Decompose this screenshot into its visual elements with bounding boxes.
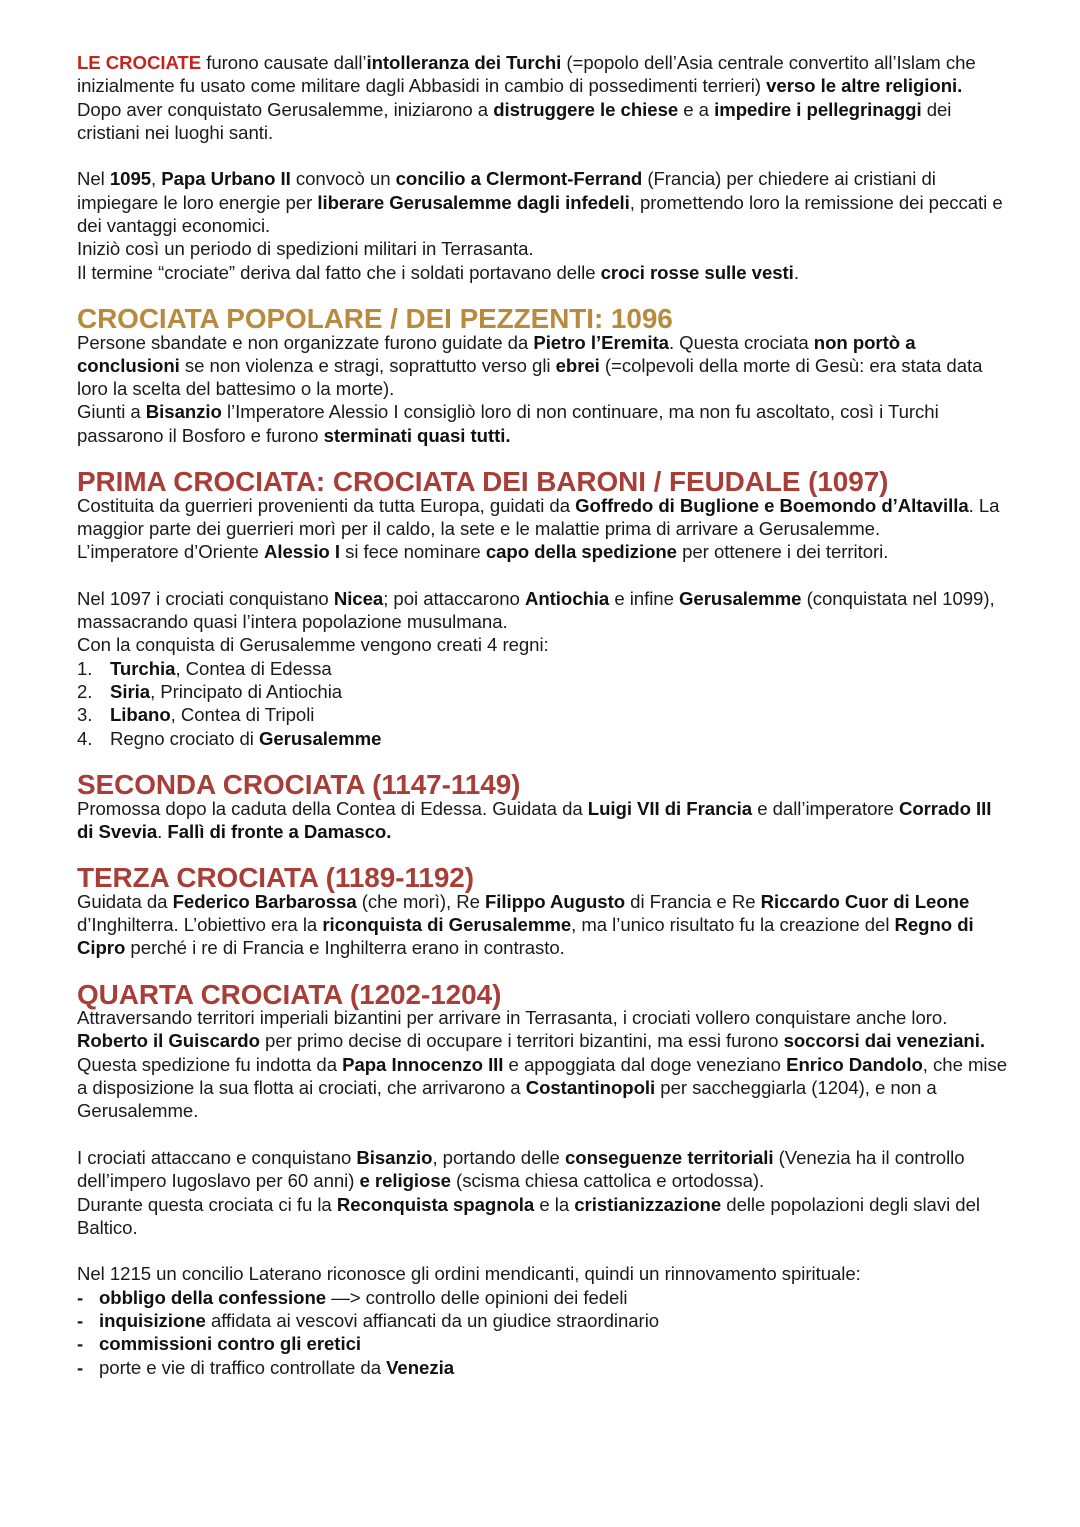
text-run: —> controllo delle opinioni dei fedeli — [326, 1286, 628, 1308]
list-marker: - — [77, 1286, 84, 1308]
section-heading: SECONDA CROCIATA (1147-1149) — [77, 769, 521, 801]
prima-section — [77, 466, 1012, 750]
bold-text: Reconquista spagnola — [336, 1193, 535, 1215]
laterano-section — [77, 1262, 1012, 1378]
text-run: Guidata da — [77, 890, 173, 912]
urbano-section — [77, 167, 1012, 283]
bold-text: liberare Gerusalemme dagli infedeli — [317, 191, 630, 213]
text-run: I crociati attaccano e conquistano — [77, 1146, 357, 1168]
text-run: l’Imperatore Alessio I consigliò loro di non continuare, ma non fu ascoltato, così i Turchi passarono il Bosforo e furono — [77, 401, 939, 446]
bold-text: 1095 — [109, 168, 152, 190]
laterano-paragraph — [77, 1262, 1012, 1285]
intro-paragraph — [77, 51, 1012, 98]
text-run: Questa spedizione fu indotta da — [77, 1053, 343, 1075]
bold-text: Antiochia — [524, 587, 610, 609]
text-run: , portando delle — [432, 1146, 565, 1168]
text-run: affidata ai vescovi affiancati da un giudice straordinario — [205, 1310, 660, 1332]
text-run: . — [793, 261, 799, 283]
bold-text: impedire i pellegrinaggi — [714, 98, 922, 120]
text-run: , Contea di Tripoli — [170, 704, 315, 726]
text-run: convocò un — [290, 168, 396, 190]
quarta-paragraph — [77, 1006, 1012, 1053]
section-heading: CROCIATA POPOLARE / DEI PEZZENTI: 1096 — [77, 303, 673, 335]
urbano-paragraph — [77, 261, 1012, 284]
list-item — [77, 1286, 1012, 1309]
popolare-paragraph — [77, 331, 1012, 401]
bold-text: Filippo Augusto — [485, 890, 626, 912]
bold-text: Nicea — [333, 587, 384, 609]
text-run: , ma l’unico risultato fu la creazione del — [571, 913, 895, 935]
text-run: per saccheggiarla (1204), e non a Gerusalemme. — [77, 1077, 937, 1122]
text-run: (=colpevoli della morte di Gesù: era stata data loro la scelta del battesimo o la morte). — [77, 354, 983, 400]
text-run: , Principato di Antiochia — [150, 681, 343, 703]
text-run: Con la conquista di Gerusalemme vengono creati 4 regni: — [77, 634, 549, 656]
list-item — [77, 1309, 1012, 1332]
text-run: (che morì), Re — [356, 890, 485, 912]
text-run: . — [157, 820, 168, 842]
list-marker: - — [77, 1310, 84, 1332]
list-item — [77, 703, 1012, 726]
text-run: per ottenere i dei territori. — [676, 541, 889, 563]
text-run: si fece nominare — [339, 541, 486, 563]
bold-text: verso le altre religioni. — [766, 75, 963, 97]
prima-paragraph — [77, 494, 1012, 541]
bold-text: Pietro l’Eremita — [533, 331, 669, 353]
text-run: Nel — [77, 168, 110, 190]
text-run: , — [151, 168, 162, 190]
bold-text: Corrado III di Svevia — [77, 797, 992, 842]
text-run: se non violenza e stragi, soprattutto verso gli — [179, 354, 556, 376]
bold-text: Goffredo di Buglione e Boemondo d’Altavilla — [575, 494, 969, 516]
text-run: Nel 1097 i crociati conquistano — [77, 587, 334, 609]
intro-section — [77, 51, 1012, 144]
text-run: L’imperatore d’Oriente — [77, 541, 264, 563]
urbano-paragraph — [77, 237, 1012, 260]
bold-text: Bisanzio — [145, 401, 222, 423]
list-item — [77, 657, 1012, 680]
bold-text: Fallì di fronte a Damasco. — [167, 820, 392, 842]
bold-text: Luigi VII di Francia — [587, 797, 753, 819]
text-run: delle popolazioni degli slavi del Baltico. — [77, 1193, 980, 1238]
text-run: . Questa crociata — [668, 331, 814, 353]
list-item — [77, 680, 1012, 703]
bold-text: Gerusalemme — [258, 727, 382, 749]
text-run: Iniziò così un periodo di spedizioni militari in Terrasanta. — [77, 238, 534, 260]
bold-text: Enrico Dandolo — [786, 1053, 923, 1075]
seconda-section — [77, 769, 1012, 843]
bold-text: Roberto il Guiscardo — [77, 1030, 260, 1052]
bold-text: Regno di Cipro — [77, 913, 974, 959]
bold-text: riconquista di Gerusalemme — [322, 913, 572, 935]
bold-text: concilio a Clermont-Ferrand — [395, 168, 643, 190]
quarta-section — [77, 978, 1012, 1239]
bold-text: commissioni contro gli eretici — [99, 1333, 361, 1355]
text-run: (scisma chiesa cattolica e ortodossa). — [450, 1170, 765, 1192]
text-run: Regno crociato di — [110, 727, 259, 749]
bold-text: Federico Barbarossa — [172, 890, 357, 912]
text-run: (Francia) per chiedere ai cristiani di impiegare le loro energie per — [77, 168, 936, 213]
text-run: per primo decise di occupare i territori bizantini, ma essi furono — [259, 1030, 784, 1052]
bold-text: inquisizione — [99, 1310, 206, 1332]
seconda-paragraph — [77, 797, 1012, 844]
document-title: LE CROCIATE — [77, 52, 202, 73]
document-page — [77, 51, 1012, 1379]
bold-text: croci rosse sulle vesti — [600, 261, 794, 283]
text-run: furono causate dall’ — [201, 52, 367, 73]
popolare-paragraph — [77, 400, 1012, 447]
bold-text: soccorsi dai veneziani. — [783, 1030, 985, 1052]
prima-paragraph — [77, 587, 1012, 634]
bold-text: Gerusalemme — [679, 587, 802, 609]
bold-text: Alessio I — [263, 541, 340, 563]
bold-text: e religiose — [359, 1170, 451, 1192]
bold-text: distruggere le chiese — [493, 98, 679, 120]
bold-text: intolleranza dei Turchi — [366, 52, 562, 73]
bold-text: Papa Innocenzo III — [342, 1053, 504, 1075]
section-heading: QUARTA CROCIATA (1202-1204) — [77, 978, 502, 1010]
bold-text: Siria — [110, 681, 151, 703]
bold-text: Papa Urbano II — [161, 168, 291, 190]
text-run: dei cristiani nei luoghi santi. — [77, 98, 952, 143]
text-run: Durante questa crociata ci fu la — [77, 1193, 337, 1215]
spacer — [77, 1239, 1012, 1262]
text-run: . La maggior parte dei guerrieri morì per il caldo, la sete e le malattie prima di arrivare a Gerusalemme. — [77, 494, 1000, 539]
text-run: Promossa dopo la caduta della Contea di Edessa. Guidata da — [77, 797, 588, 819]
quarta-paragraph — [77, 1193, 1012, 1240]
laterano-list — [77, 1286, 1012, 1379]
text-run: Nel 1215 un concilio Laterano riconosce gli ordini mendicanti, quindi un rinnovamento spirituale: — [77, 1263, 861, 1285]
bold-text: Venezia — [386, 1356, 454, 1378]
text-run: Dopo aver conquistato Gerusalemme, iniziarono a — [77, 98, 494, 120]
text-run: Il termine “crociate” deriva dal fatto che i soldati portavano delle — [77, 261, 601, 283]
text-run: e infine — [609, 587, 679, 609]
text-run: e la — [534, 1193, 575, 1215]
list-marker: 1. — [77, 657, 93, 679]
spacer — [77, 564, 1012, 587]
text-run: perché i re di Francia e Inghilterra erano in contrasto. — [125, 937, 565, 959]
text-run: ; poi attaccarono — [383, 587, 525, 609]
list-item — [77, 1356, 1012, 1379]
list-item — [77, 727, 1012, 750]
text-run: e appoggiata dal doge veneziano — [503, 1053, 787, 1075]
bold-text: capo della spedizione — [485, 541, 677, 563]
text-run: e dall’imperatore — [752, 797, 899, 819]
text-run: porte e vie di traffico controllate da — [99, 1356, 387, 1378]
regni-list — [77, 657, 1012, 750]
list-marker: 2. — [77, 681, 93, 703]
list-marker: 4. — [77, 727, 93, 749]
text-run: d’Inghilterra. L’obiettivo era la — [77, 913, 323, 935]
terza-section — [77, 862, 1012, 959]
text-run: Persone sbandate e non organizzate furono guidate da — [77, 331, 534, 353]
text-run: (Venezia ha il controllo dell’impero Iugoslavo per 60 anni) — [77, 1146, 965, 1192]
text-run: , che mise a disposizione la sua flotta ai crociati, che arrivarono a — [77, 1053, 1008, 1099]
bold-text: Costantinopoli — [525, 1077, 656, 1099]
bold-text: ebrei — [555, 354, 600, 376]
bold-text: obbligo della confessione — [99, 1286, 327, 1308]
quarta-paragraph — [77, 1053, 1012, 1123]
text-run: e a — [678, 98, 715, 120]
list-marker: - — [77, 1333, 84, 1355]
urbano-paragraph — [77, 167, 1012, 237]
section-heading: TERZA CROCIATA (1189-1192) — [77, 862, 475, 894]
text-run: (=popolo dell’Asia centrale convertito all’Islam che inizialmente fu usato come militare dagli Abbasidi in cambio di possedimenti terrieri) — [77, 52, 976, 97]
prima-paragraph — [77, 633, 1012, 656]
popolare-section — [77, 303, 1012, 447]
text-run: di Francia e Re — [625, 890, 761, 912]
quarta-paragraph — [77, 1146, 1012, 1193]
bold-text: Bisanzio — [356, 1146, 433, 1168]
intro-paragraph — [77, 98, 1012, 145]
text-run: (conquistata nel 1099), massacrando quasi l’intera popolazione musulmana. — [77, 587, 995, 633]
text-run: Giunti a — [77, 401, 146, 423]
bold-text: conseguenze territoriali — [564, 1146, 774, 1168]
text-run: , promettendo loro la remissione dei peccati e dei vantaggi economici. — [77, 191, 1003, 237]
list-item — [77, 1332, 1012, 1355]
bold-text: cristianizzazione — [574, 1193, 722, 1215]
spacer — [77, 1123, 1012, 1146]
text-run: Attraversando territori imperiali bizantini per arrivare in Terrasanta, i crociati vollero conquistare anche loro. — [77, 1007, 948, 1029]
bold-text: Turchia — [110, 657, 176, 679]
text-run: , Contea di Edessa — [175, 657, 332, 679]
prima-paragraph — [77, 540, 1012, 563]
list-marker: 3. — [77, 704, 93, 726]
spacer — [77, 144, 1012, 167]
bold-text: non portò a conclusioni — [77, 331, 916, 376]
terza-paragraph — [77, 890, 1012, 960]
list-marker: - — [77, 1356, 84, 1378]
section-heading: PRIMA CROCIATA: CROCIATA DEI BARONI / FEUDALE (1097) — [77, 466, 889, 498]
bold-text: Libano — [110, 704, 171, 726]
bold-text: sterminati quasi tutti. — [323, 424, 511, 446]
bold-text: Riccardo Cuor di Leone — [760, 890, 970, 912]
text-run: Costituita da guerrieri provenienti da tutta Europa, guidati da — [77, 494, 576, 516]
